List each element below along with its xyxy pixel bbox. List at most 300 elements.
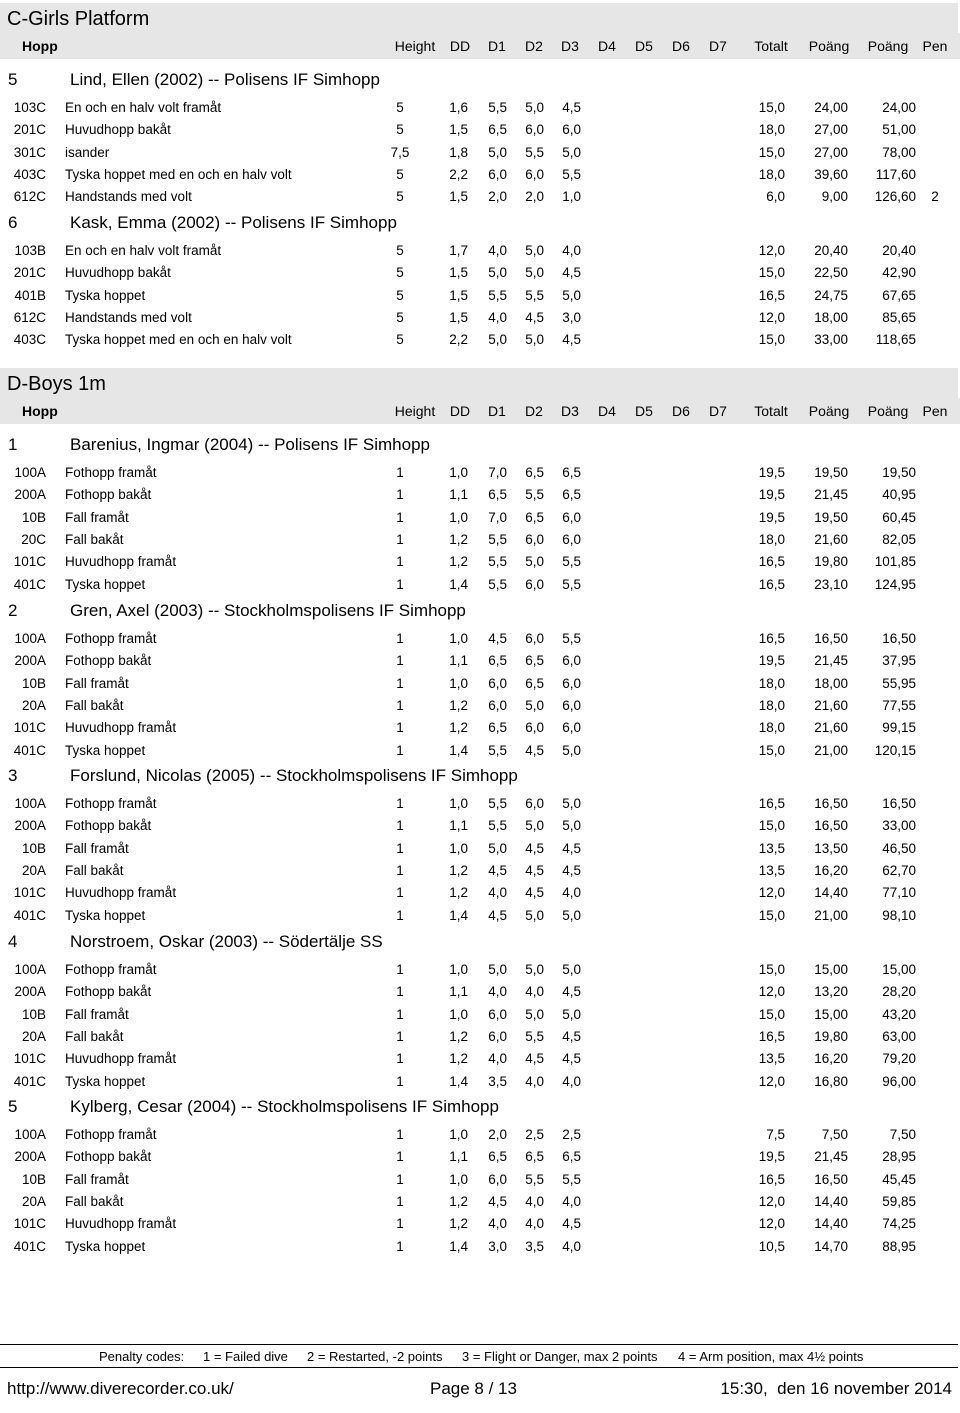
cell-poang: 16,50 <box>814 796 848 811</box>
cell-totalt: 15,0 <box>758 332 785 348</box>
cell-d3: 4,5 <box>562 1051 581 1067</box>
cell-height: 1 <box>396 675 404 691</box>
header-pen: Pen <box>922 38 948 54</box>
table-row <box>0 97 960 119</box>
cell-code: 10B <box>21 840 46 856</box>
cell-height: 1 <box>396 1073 404 1089</box>
header-d2: D2 <box>525 38 543 54</box>
cell-height: 1 <box>396 1216 404 1232</box>
cell-code: 201C <box>13 122 46 138</box>
cell-d1: 5,0 <box>488 840 507 856</box>
table-row <box>0 329 960 351</box>
cell-cum: 60,45 <box>882 509 916 525</box>
cell-d1: 5,0 <box>488 332 507 348</box>
cell-code: 101C <box>13 1051 46 1067</box>
cell-height: 1 <box>396 576 404 592</box>
table-row <box>0 860 960 882</box>
cell-desc: Fothopp bakåt <box>65 818 152 834</box>
cell-dd: 1,0 <box>449 631 468 646</box>
cell-d2: 5,0 <box>525 554 544 570</box>
cell-poang: 14,40 <box>814 1216 848 1232</box>
cell-poang: 21,00 <box>814 907 848 923</box>
cell-d1: 4,0 <box>488 309 507 325</box>
cell-height: 1 <box>396 1149 404 1165</box>
header-pen: Pen <box>922 403 948 419</box>
cell-d3: 6,5 <box>562 487 581 503</box>
cell-code: 612C <box>13 309 46 325</box>
diver-position: 3 <box>8 766 18 785</box>
table-row <box>0 1124 960 1146</box>
cell-code: 101C <box>13 554 46 570</box>
cell-cum: 82,05 <box>882 531 916 547</box>
cell-dd: 1,6 <box>449 100 468 115</box>
cell-dd: 1,2 <box>449 697 468 713</box>
cell-d1: 6,0 <box>488 166 507 182</box>
cell-totalt: 12,0 <box>758 1073 785 1089</box>
cell-dd: 1,1 <box>449 653 468 669</box>
cell-totalt: 10,5 <box>758 1238 785 1254</box>
cell-d1: 5,5 <box>488 742 507 758</box>
cell-cum: 85,65 <box>882 309 916 325</box>
header-dd: DD <box>449 403 471 419</box>
cell-code: 200A <box>14 984 46 1000</box>
cell-desc: Huvudhopp framåt <box>65 1216 177 1232</box>
diver-heading <box>0 1093 960 1121</box>
cell-dd: 1,8 <box>449 144 468 160</box>
diver-heading <box>0 762 960 790</box>
cell-totalt: 15,0 <box>758 100 785 115</box>
cell-dd: 1,2 <box>449 1051 468 1067</box>
cell-dd: 2,2 <box>449 332 468 348</box>
cell-dd: 1,0 <box>449 796 468 811</box>
cell-height: 5 <box>396 309 404 325</box>
cell-poang: 24,00 <box>814 100 848 115</box>
table-row <box>0 164 960 186</box>
cell-dd: 1,2 <box>449 554 468 570</box>
cell-d3: 4,0 <box>562 1073 581 1089</box>
header-d6: D6 <box>672 38 690 54</box>
diver-heading <box>0 66 960 94</box>
cell-code: 100A <box>14 796 46 811</box>
table-row <box>0 981 960 1003</box>
cell-dd: 1,0 <box>449 840 468 856</box>
cell-totalt: 16,5 <box>758 1171 785 1187</box>
cell-dd: 1,4 <box>449 907 468 923</box>
cell-cum: 37,95 <box>882 653 916 669</box>
cell-dd: 1,5 <box>449 122 468 138</box>
cell-height: 1 <box>396 487 404 503</box>
cell-totalt: 18,0 <box>758 122 785 138</box>
header-height: Height <box>394 403 436 419</box>
cell-d3: 6,0 <box>562 531 581 547</box>
cell-d1: 3,0 <box>488 1238 507 1254</box>
diver-heading <box>0 431 960 459</box>
header-poang1: Poäng <box>808 403 850 419</box>
cell-height: 1 <box>396 1238 404 1254</box>
cell-desc: Fall bakåt <box>65 697 124 713</box>
cell-cum: 99,15 <box>882 720 916 736</box>
table-row <box>0 285 960 307</box>
cell-cum: 28,20 <box>882 984 916 1000</box>
cell-desc: Fothopp framåt <box>65 962 157 977</box>
cell-d3: 1,0 <box>562 189 581 205</box>
cell-dd: 1,0 <box>449 962 468 977</box>
cell-desc: En och en halv volt framåt <box>65 100 222 115</box>
header-hopp: Hopp <box>22 403 58 419</box>
cell-desc: Fall framåt <box>65 840 129 856</box>
cell-dd: 1,5 <box>449 189 468 205</box>
header-d5: D5 <box>635 403 653 419</box>
cell-d1: 5,5 <box>488 531 507 547</box>
cell-totalt: 18,0 <box>758 675 785 691</box>
footer-datetime: 15:30, den 16 november 2014 <box>720 1379 952 1398</box>
table-row <box>0 905 960 927</box>
cell-totalt: 16,5 <box>758 796 785 811</box>
table-row <box>0 673 960 695</box>
cell-height: 1 <box>396 818 404 834</box>
cell-d3: 4,5 <box>562 984 581 1000</box>
cell-d3: 5,0 <box>562 287 581 303</box>
header-d4: D4 <box>598 403 616 419</box>
penalty-codes <box>0 1349 960 1367</box>
cell-desc: Fall framåt <box>65 1171 129 1187</box>
cell-dd: 1,0 <box>449 465 468 480</box>
cell-d1: 6,0 <box>488 1028 507 1044</box>
header-d1: D1 <box>488 403 506 419</box>
cell-d1: 7,0 <box>488 509 507 525</box>
table-row <box>0 1004 960 1026</box>
cell-code: 101C <box>13 1216 46 1232</box>
cell-dd: 1,4 <box>449 1073 468 1089</box>
cell-height: 1 <box>396 862 404 878</box>
diver-position: 5 <box>8 70 18 89</box>
cell-dd: 1,2 <box>449 531 468 547</box>
cell-d3: 5,5 <box>562 166 581 182</box>
cell-code: 100A <box>14 1127 46 1142</box>
cell-dd: 1,1 <box>449 1149 468 1165</box>
cell-d2: 3,5 <box>525 1238 544 1254</box>
cell-d2: 5,5 <box>525 144 544 160</box>
cell-totalt: 12,0 <box>758 984 785 1000</box>
cell-poang: 13,20 <box>814 984 848 1000</box>
cell-height: 1 <box>396 796 404 811</box>
table-row <box>0 119 960 141</box>
table-row <box>0 882 960 904</box>
cell-code: 20A <box>21 1193 46 1209</box>
header-totalt: Totalt <box>754 38 788 54</box>
cell-d1: 6,0 <box>488 1006 507 1022</box>
cell-d1: 5,0 <box>488 962 507 977</box>
cell-d2: 4,0 <box>525 1193 544 1209</box>
cell-totalt: 15,0 <box>758 742 785 758</box>
cell-d3: 4,5 <box>562 1028 581 1044</box>
cell-dd: 1,4 <box>449 742 468 758</box>
diver-name: Lind, Ellen (2002) -- Polisens IF Simhopp <box>70 70 380 89</box>
cell-poang: 27,00 <box>814 144 848 160</box>
cell-poang: 16,80 <box>814 1073 848 1089</box>
cell-code: 200A <box>14 487 46 503</box>
section-title: C-Girls Platform <box>7 8 150 30</box>
cell-totalt: 12,0 <box>758 885 785 901</box>
cell-poang: 21,45 <box>814 487 848 503</box>
cell-totalt: 12,0 <box>758 1216 785 1232</box>
cell-desc: Tyska hoppet med en och en halv volt <box>65 166 292 182</box>
header-hopp: Hopp <box>22 38 58 54</box>
cell-d2: 6,0 <box>525 576 544 592</box>
cell-totalt: 15,0 <box>758 962 785 977</box>
cell-code: 20A <box>21 862 46 878</box>
header-totalt: Totalt <box>754 403 788 419</box>
cell-totalt: 18,0 <box>758 531 785 547</box>
cell-d2: 5,5 <box>525 287 544 303</box>
cell-poang: 18,00 <box>814 675 848 691</box>
cell-poang: 24,75 <box>814 287 848 303</box>
cell-cum: 20,40 <box>882 243 916 258</box>
cell-poang: 21,60 <box>814 720 848 736</box>
cell-desc: Tyska hoppet med en och en halv volt <box>65 332 292 348</box>
cell-height: 5 <box>396 166 404 182</box>
cell-code: 20A <box>21 1028 46 1044</box>
cell-height: 1 <box>396 697 404 713</box>
cell-code: 10B <box>21 675 46 691</box>
cell-desc: Fall framåt <box>65 509 129 525</box>
cell-poang: 19,80 <box>814 1028 848 1044</box>
cell-poang: 15,00 <box>814 962 848 977</box>
cell-code: 401C <box>13 1073 46 1089</box>
cell-d2: 6,0 <box>525 720 544 736</box>
diver-name: Forslund, Nicolas (2005) -- Stockholmspolisens IF Simhopp <box>70 766 518 785</box>
cell-dd: 1,5 <box>449 265 468 281</box>
cell-d1: 4,5 <box>488 862 507 878</box>
cell-poang: 13,50 <box>814 840 848 856</box>
cell-d1: 5,5 <box>488 576 507 592</box>
cell-poang: 23,10 <box>814 576 848 592</box>
cell-desc: Huvudhopp framåt <box>65 720 177 736</box>
cell-totalt: 6,0 <box>766 189 785 205</box>
cell-d1: 4,0 <box>488 984 507 1000</box>
table-row <box>0 650 960 672</box>
cell-totalt: 15,0 <box>758 1006 785 1022</box>
cell-desc: Tyska hoppet <box>65 287 146 303</box>
table-row <box>0 717 960 739</box>
cell-d2: 5,0 <box>525 697 544 713</box>
cell-height: 1 <box>396 631 404 646</box>
cell-poang: 39,60 <box>814 166 848 182</box>
cell-totalt: 19,5 <box>758 1149 785 1165</box>
cell-cum: 88,95 <box>882 1238 916 1254</box>
cell-d2: 5,5 <box>525 1028 544 1044</box>
cell-totalt: 16,5 <box>758 576 785 592</box>
cell-dd: 1,0 <box>449 1127 468 1142</box>
cell-height: 1 <box>396 531 404 547</box>
table-row <box>0 507 960 529</box>
cell-cum: 124,95 <box>874 576 916 592</box>
cell-desc: Tyska hoppet <box>65 1073 146 1089</box>
header-d5: D5 <box>635 38 653 54</box>
cell-height: 1 <box>396 962 404 977</box>
cell-cum: 28,95 <box>882 1149 916 1165</box>
cell-totalt: 12,0 <box>758 309 785 325</box>
diver-position: 1 <box>8 435 18 454</box>
cell-desc: Huvudhopp framåt <box>65 554 177 570</box>
cell-d3: 4,5 <box>562 1216 581 1232</box>
cell-dd: 2,2 <box>449 166 468 182</box>
cell-d3: 5,0 <box>562 1006 581 1022</box>
cell-d1: 5,5 <box>488 818 507 834</box>
cell-d1: 6,5 <box>488 653 507 669</box>
table-row <box>0 628 960 650</box>
cell-poang: 19,50 <box>814 465 848 480</box>
diver-position: 6 <box>8 213 18 232</box>
cell-poang: 9,00 <box>821 189 848 205</box>
cell-dd: 1,7 <box>449 243 468 258</box>
cell-poang: 16,50 <box>814 1171 848 1187</box>
cell-height: 5 <box>396 265 404 281</box>
cell-desc: Fall bakåt <box>65 1028 124 1044</box>
cell-d3: 4,0 <box>562 1238 581 1254</box>
cell-d2: 6,5 <box>525 465 544 480</box>
cell-poang: 19,50 <box>814 509 848 525</box>
cell-totalt: 18,0 <box>758 720 785 736</box>
cell-desc: Fall bakåt <box>65 1193 124 1209</box>
cell-d2: 5,0 <box>525 907 544 923</box>
cell-d1: 5,5 <box>488 796 507 811</box>
cell-totalt: 15,0 <box>758 265 785 281</box>
cell-d2: 2,5 <box>525 1127 544 1142</box>
cell-poang: 20,40 <box>814 243 848 258</box>
cell-desc: Fothopp framåt <box>65 796 157 811</box>
cell-code: 200A <box>14 818 46 834</box>
header-poang2: Poäng <box>867 403 909 419</box>
header-height: Height <box>394 38 436 54</box>
penalty-code: 1 = Failed dive <box>203 1349 288 1364</box>
cell-dd: 1,2 <box>449 1028 468 1044</box>
cell-d1: 5,0 <box>488 265 507 281</box>
cell-dd: 1,0 <box>449 675 468 691</box>
cell-poang: 22,50 <box>814 265 848 281</box>
cell-code: 100A <box>14 465 46 480</box>
cell-d2: 6,0 <box>525 531 544 547</box>
cell-d3: 5,5 <box>562 631 581 646</box>
cell-code: 20C <box>21 531 46 547</box>
cell-cum: 98,10 <box>882 907 916 923</box>
cell-poang: 14,40 <box>814 1193 848 1209</box>
cell-d1: 6,5 <box>488 1149 507 1165</box>
table-row <box>0 262 960 284</box>
table-row <box>0 529 960 551</box>
cell-d3: 6,0 <box>562 697 581 713</box>
cell-desc: Fothopp framåt <box>65 1127 157 1142</box>
diver-name: Barenius, Ingmar (2004) -- Polisens IF Simhopp <box>70 435 430 454</box>
cell-poang: 14,40 <box>814 885 848 901</box>
cell-cum: 43,20 <box>882 1006 916 1022</box>
cell-dd: 1,2 <box>449 885 468 901</box>
cell-desc: Tyska hoppet <box>65 576 146 592</box>
cell-cum: 62,70 <box>882 862 916 878</box>
cell-poang: 33,00 <box>814 332 848 348</box>
cell-d2: 4,5 <box>525 309 544 325</box>
diver-heading <box>0 209 960 237</box>
penalty-code: 2 = Restarted, -2 points <box>307 1349 443 1364</box>
cell-poang: 16,20 <box>814 862 848 878</box>
cell-d2: 2,0 <box>525 189 544 205</box>
cell-poang: 15,00 <box>814 1006 848 1022</box>
cell-d2: 4,5 <box>525 862 544 878</box>
cell-cum: 78,00 <box>882 144 916 160</box>
cell-desc: Huvudhopp framåt <box>65 1051 177 1067</box>
cell-poang: 21,60 <box>814 531 848 547</box>
cell-d3: 4,5 <box>562 332 581 348</box>
cell-d2: 5,0 <box>525 332 544 348</box>
cell-cum: 120,15 <box>874 742 916 758</box>
cell-dd: 1,2 <box>449 862 468 878</box>
diver-heading <box>0 597 960 625</box>
cell-desc: Fall framåt <box>65 675 129 691</box>
cell-code: 301C <box>13 144 46 160</box>
cell-totalt: 16,5 <box>758 631 785 646</box>
cell-d3: 6,0 <box>562 122 581 138</box>
cell-poang: 21,60 <box>814 697 848 713</box>
cell-height: 1 <box>396 907 404 923</box>
cell-cum: 77,55 <box>882 697 916 713</box>
column-header-row <box>0 33 960 59</box>
cell-cum: 63,00 <box>882 1028 916 1044</box>
table-row <box>0 1146 960 1168</box>
penalty-code: 4 = Arm position, max 4½ points <box>678 1349 864 1364</box>
cell-d3: 5,0 <box>562 144 581 160</box>
cell-pen: 2 <box>931 189 939 205</box>
cell-height: 5 <box>396 100 404 115</box>
cell-d3: 6,5 <box>562 1149 581 1165</box>
cell-totalt: 13,5 <box>758 840 785 856</box>
cell-d2: 4,5 <box>525 742 544 758</box>
table-row <box>0 1191 960 1213</box>
footer-url-link[interactable]: http://www.diverecorder.co.uk/ <box>7 1379 234 1398</box>
cell-height: 1 <box>396 1193 404 1209</box>
cell-poang: 16,50 <box>814 818 848 834</box>
cell-height: 5 <box>396 122 404 138</box>
header-d6: D6 <box>672 403 690 419</box>
cell-desc: Fall bakåt <box>65 531 124 547</box>
cell-d3: 4,5 <box>562 840 581 856</box>
cell-desc: Tyska hoppet <box>65 1238 146 1254</box>
header-d3: D3 <box>561 38 579 54</box>
cell-code: 403C <box>13 332 46 348</box>
cell-d1: 6,5 <box>488 720 507 736</box>
cell-totalt: 15,0 <box>758 907 785 923</box>
cell-d3: 2,5 <box>562 1127 581 1142</box>
cell-d2: 4,0 <box>525 1073 544 1089</box>
cell-desc: Fothopp framåt <box>65 465 157 480</box>
cell-dd: 1,2 <box>449 720 468 736</box>
cell-d2: 5,5 <box>525 487 544 503</box>
cell-cum: 19,50 <box>882 465 916 480</box>
diver-name: Kylberg, Cesar (2004) -- Stockholmspolisens IF Simhopp <box>70 1097 499 1116</box>
cell-d3: 6,5 <box>562 465 581 480</box>
cell-code: 100A <box>14 631 46 646</box>
cell-desc: Fall bakåt <box>65 862 124 878</box>
table-row <box>0 1048 960 1070</box>
section-title: D-Boys 1m <box>7 373 106 395</box>
cell-height: 5 <box>396 243 404 258</box>
table-row <box>0 740 960 762</box>
cell-code: 20A <box>21 697 46 713</box>
cell-cum: 118,65 <box>875 332 916 348</box>
cell-d2: 4,0 <box>525 1216 544 1232</box>
cell-d1: 4,5 <box>488 631 507 646</box>
header-d3: D3 <box>561 403 579 419</box>
cell-d1: 5,5 <box>488 100 507 115</box>
